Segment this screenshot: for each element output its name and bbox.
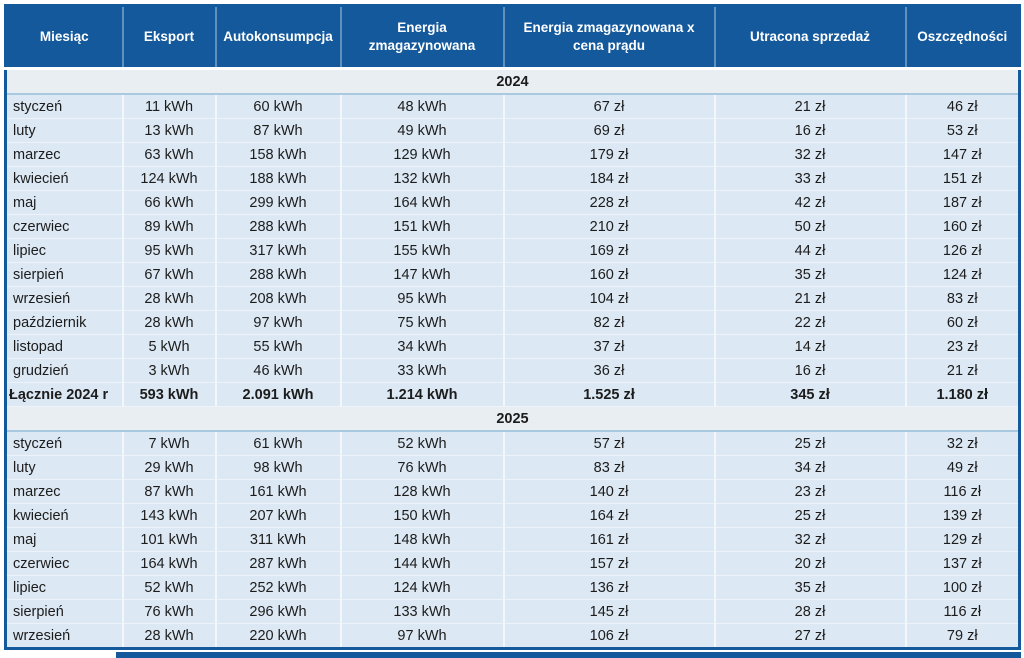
table-row bbox=[6, 600, 1020, 624]
value-cell: 75 kWh bbox=[341, 311, 504, 335]
value-cell: 50 zł bbox=[715, 215, 906, 239]
month-cell: sierpień bbox=[6, 600, 123, 624]
table-row bbox=[6, 239, 1020, 263]
value-cell: 220 kWh bbox=[216, 624, 341, 649]
value-cell: 104 zł bbox=[504, 287, 715, 311]
value-cell: 27 zł bbox=[715, 624, 906, 649]
value-cell: 179 zł bbox=[504, 143, 715, 167]
column-header: Eksport bbox=[123, 6, 216, 69]
value-cell: 160 zł bbox=[906, 215, 1020, 239]
value-cell: 35 zł bbox=[715, 263, 906, 287]
value-cell: 317 kWh bbox=[216, 239, 341, 263]
value-cell: 53 zł bbox=[906, 119, 1020, 143]
value-cell: 21 zł bbox=[715, 287, 906, 311]
month-cell: marzec bbox=[6, 480, 123, 504]
value-cell: 132 kWh bbox=[341, 167, 504, 191]
value-cell: 116 zł bbox=[906, 600, 1020, 624]
value-cell: 23 zł bbox=[715, 480, 906, 504]
header-row bbox=[6, 6, 1020, 69]
value-cell: 151 zł bbox=[906, 167, 1020, 191]
value-cell: 145 zł bbox=[504, 600, 715, 624]
column-header: Autokonsumpcja bbox=[216, 6, 341, 69]
month-cell: luty bbox=[6, 456, 123, 480]
value-cell: 136 zł bbox=[504, 576, 715, 600]
table-row bbox=[6, 480, 1020, 504]
table-row bbox=[6, 287, 1020, 311]
value-cell: 188 kWh bbox=[216, 167, 341, 191]
value-cell: 158 kWh bbox=[216, 143, 341, 167]
value-cell: 87 kWh bbox=[216, 119, 341, 143]
value-cell: 16 zł bbox=[715, 359, 906, 383]
value-cell: 150 kWh bbox=[341, 504, 504, 528]
value-cell: 100 zł bbox=[906, 576, 1020, 600]
value-cell: 228 zł bbox=[504, 191, 715, 215]
month-cell: kwiecień bbox=[6, 504, 123, 528]
value-cell: 101 kWh bbox=[123, 528, 216, 552]
value-cell: 25 zł bbox=[715, 504, 906, 528]
value-cell: 44 zł bbox=[715, 239, 906, 263]
column-header: Oszczędności bbox=[906, 6, 1020, 69]
table-row bbox=[6, 143, 1020, 167]
value-cell: 67 zł bbox=[504, 94, 715, 119]
month-cell: luty bbox=[6, 119, 123, 143]
value-cell: 252 kWh bbox=[216, 576, 341, 600]
value-cell: 33 zł bbox=[715, 167, 906, 191]
month-cell: październik bbox=[6, 311, 123, 335]
table-row bbox=[6, 431, 1020, 456]
value-cell: 82 zł bbox=[504, 311, 715, 335]
value-cell: 164 zł bbox=[504, 504, 715, 528]
value-cell: 32 zł bbox=[715, 143, 906, 167]
value-cell: 137 zł bbox=[906, 552, 1020, 576]
value-cell: 87 kWh bbox=[123, 480, 216, 504]
value-cell: 25 zł bbox=[715, 431, 906, 456]
value-cell: 11 kWh bbox=[123, 94, 216, 119]
table-row bbox=[6, 576, 1020, 600]
value-cell: 52 kWh bbox=[341, 431, 504, 456]
value-cell: 21 zł bbox=[906, 359, 1020, 383]
value-cell: 32 zł bbox=[906, 431, 1020, 456]
value-cell: 128 kWh bbox=[341, 480, 504, 504]
year-section-row bbox=[6, 407, 1020, 432]
year-label: 2024 bbox=[6, 69, 1020, 95]
value-cell: 129 kWh bbox=[341, 143, 504, 167]
table-row bbox=[6, 263, 1020, 287]
total-value-cell: 1.214 kWh bbox=[341, 383, 504, 407]
table-row bbox=[6, 215, 1020, 239]
value-cell: 42 zł bbox=[715, 191, 906, 215]
value-cell: 76 kWh bbox=[341, 456, 504, 480]
value-cell: 21 zł bbox=[715, 94, 906, 119]
value-cell: 139 zł bbox=[906, 504, 1020, 528]
month-cell: lipiec bbox=[6, 239, 123, 263]
value-cell: 28 zł bbox=[715, 600, 906, 624]
value-cell: 129 zł bbox=[906, 528, 1020, 552]
total-label-cell: Łącznie 2024 r bbox=[6, 383, 123, 407]
total-value-cell: 1.180 zł bbox=[906, 383, 1020, 407]
value-cell: 124 kWh bbox=[123, 167, 216, 191]
value-cell: 28 kWh bbox=[123, 287, 216, 311]
value-cell: 288 kWh bbox=[216, 215, 341, 239]
table-row bbox=[6, 119, 1020, 143]
value-cell: 143 kWh bbox=[123, 504, 216, 528]
value-cell: 28 kWh bbox=[123, 624, 216, 649]
month-cell: maj bbox=[6, 528, 123, 552]
month-cell: sierpień bbox=[6, 263, 123, 287]
value-cell: 169 zł bbox=[504, 239, 715, 263]
value-cell: 97 kWh bbox=[216, 311, 341, 335]
value-cell: 147 kWh bbox=[341, 263, 504, 287]
value-cell: 287 kWh bbox=[216, 552, 341, 576]
month-cell: czerwiec bbox=[6, 552, 123, 576]
value-cell: 160 zł bbox=[504, 263, 715, 287]
month-cell: czerwiec bbox=[6, 215, 123, 239]
value-cell: 48 kWh bbox=[341, 94, 504, 119]
value-cell: 207 kWh bbox=[216, 504, 341, 528]
value-cell: 164 kWh bbox=[123, 552, 216, 576]
value-cell: 28 kWh bbox=[123, 311, 216, 335]
column-header: Energia zmagazynowana bbox=[341, 6, 504, 69]
value-cell: 89 kWh bbox=[123, 215, 216, 239]
total-row bbox=[6, 383, 1020, 407]
month-cell: styczeń bbox=[6, 431, 123, 456]
value-cell: 98 kWh bbox=[216, 456, 341, 480]
value-cell: 140 zł bbox=[504, 480, 715, 504]
value-cell: 83 zł bbox=[906, 287, 1020, 311]
total-value-cell: 345 zł bbox=[715, 383, 906, 407]
value-cell: 46 kWh bbox=[216, 359, 341, 383]
value-cell: 13 kWh bbox=[123, 119, 216, 143]
value-cell: 151 kWh bbox=[341, 215, 504, 239]
table-row bbox=[6, 624, 1020, 649]
table-row bbox=[6, 311, 1020, 335]
value-cell: 157 zł bbox=[504, 552, 715, 576]
value-cell: 23 zł bbox=[906, 335, 1020, 359]
value-cell: 288 kWh bbox=[216, 263, 341, 287]
value-cell: 161 kWh bbox=[216, 480, 341, 504]
value-cell: 52 kWh bbox=[123, 576, 216, 600]
value-cell: 35 zł bbox=[715, 576, 906, 600]
value-cell: 76 kWh bbox=[123, 600, 216, 624]
month-cell: wrzesień bbox=[6, 624, 123, 649]
column-header: Miesiąc bbox=[6, 6, 123, 69]
value-cell: 116 zł bbox=[906, 480, 1020, 504]
value-cell: 5 kWh bbox=[123, 335, 216, 359]
value-cell: 164 kWh bbox=[341, 191, 504, 215]
value-cell: 124 kWh bbox=[341, 576, 504, 600]
value-cell: 187 zł bbox=[906, 191, 1020, 215]
total-value-cell: 1.525 zł bbox=[504, 383, 715, 407]
value-cell: 311 kWh bbox=[216, 528, 341, 552]
table-row bbox=[6, 335, 1020, 359]
value-cell: 95 kWh bbox=[341, 287, 504, 311]
month-cell: wrzesień bbox=[6, 287, 123, 311]
value-cell: 296 kWh bbox=[216, 600, 341, 624]
total-value-cell: 593 kWh bbox=[123, 383, 216, 407]
table-body bbox=[6, 69, 1020, 649]
value-cell: 22 zł bbox=[715, 311, 906, 335]
value-cell: 3 kWh bbox=[123, 359, 216, 383]
value-cell: 69 zł bbox=[504, 119, 715, 143]
value-cell: 36 zł bbox=[504, 359, 715, 383]
column-header: Utracona sprzedaż bbox=[715, 6, 906, 69]
total-value-cell: 2.091 kWh bbox=[216, 383, 341, 407]
value-cell: 33 kWh bbox=[341, 359, 504, 383]
table-header bbox=[6, 6, 1020, 69]
value-cell: 49 zł bbox=[906, 456, 1020, 480]
value-cell: 133 kWh bbox=[341, 600, 504, 624]
table-row bbox=[6, 552, 1020, 576]
value-cell: 148 kWh bbox=[341, 528, 504, 552]
value-cell: 32 zł bbox=[715, 528, 906, 552]
value-cell: 161 zł bbox=[504, 528, 715, 552]
value-cell: 67 kWh bbox=[123, 263, 216, 287]
value-cell: 83 zł bbox=[504, 456, 715, 480]
value-cell: 126 zł bbox=[906, 239, 1020, 263]
value-cell: 55 kWh bbox=[216, 335, 341, 359]
month-cell: maj bbox=[6, 191, 123, 215]
table-row bbox=[6, 504, 1020, 528]
month-cell: listopad bbox=[6, 335, 123, 359]
table-row bbox=[6, 528, 1020, 552]
table-row bbox=[6, 359, 1020, 383]
value-cell: 34 kWh bbox=[341, 335, 504, 359]
value-cell: 29 kWh bbox=[123, 456, 216, 480]
value-cell: 20 zł bbox=[715, 552, 906, 576]
value-cell: 106 zł bbox=[504, 624, 715, 649]
value-cell: 63 kWh bbox=[123, 143, 216, 167]
value-cell: 16 zł bbox=[715, 119, 906, 143]
table-row bbox=[6, 167, 1020, 191]
value-cell: 210 zł bbox=[504, 215, 715, 239]
value-cell: 147 zł bbox=[906, 143, 1020, 167]
value-cell: 124 zł bbox=[906, 263, 1020, 287]
value-cell: 46 zł bbox=[906, 94, 1020, 119]
column-header: Energia zmagazynowana x cena prądu bbox=[504, 6, 715, 69]
bottom-divider-bar bbox=[116, 652, 1021, 658]
value-cell: 7 kWh bbox=[123, 431, 216, 456]
month-cell: marzec bbox=[6, 143, 123, 167]
value-cell: 61 kWh bbox=[216, 431, 341, 456]
year-label: 2025 bbox=[6, 407, 1020, 432]
value-cell: 208 kWh bbox=[216, 287, 341, 311]
energy-savings-table bbox=[4, 4, 1021, 650]
value-cell: 66 kWh bbox=[123, 191, 216, 215]
value-cell: 95 kWh bbox=[123, 239, 216, 263]
value-cell: 79 zł bbox=[906, 624, 1020, 649]
value-cell: 299 kWh bbox=[216, 191, 341, 215]
month-cell: styczeń bbox=[6, 94, 123, 119]
value-cell: 144 kWh bbox=[341, 552, 504, 576]
value-cell: 14 zł bbox=[715, 335, 906, 359]
month-cell: grudzień bbox=[6, 359, 123, 383]
value-cell: 97 kWh bbox=[341, 624, 504, 649]
table-row bbox=[6, 456, 1020, 480]
value-cell: 184 zł bbox=[504, 167, 715, 191]
value-cell: 57 zł bbox=[504, 431, 715, 456]
value-cell: 37 zł bbox=[504, 335, 715, 359]
value-cell: 34 zł bbox=[715, 456, 906, 480]
month-cell: kwiecień bbox=[6, 167, 123, 191]
value-cell: 60 kWh bbox=[216, 94, 341, 119]
year-section-row bbox=[6, 69, 1020, 95]
value-cell: 60 zł bbox=[906, 311, 1020, 335]
value-cell: 155 kWh bbox=[341, 239, 504, 263]
table-row bbox=[6, 191, 1020, 215]
value-cell: 49 kWh bbox=[341, 119, 504, 143]
table-row bbox=[6, 94, 1020, 119]
month-cell: lipiec bbox=[6, 576, 123, 600]
